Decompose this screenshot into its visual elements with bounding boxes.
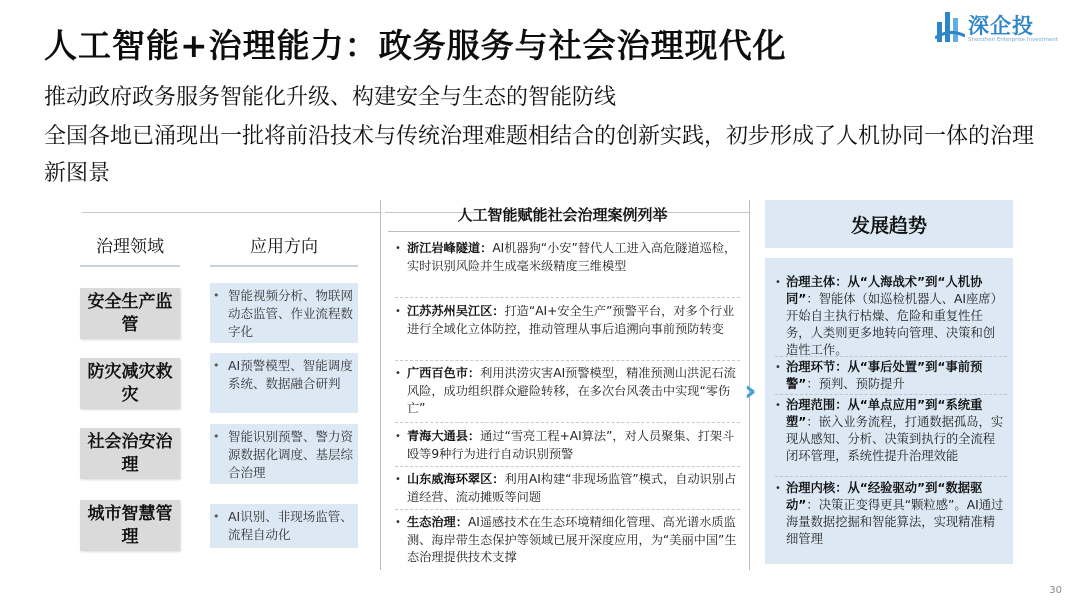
cases-title-rule (388, 231, 740, 232)
case-item (395, 303, 740, 338)
trend-text: ：嵌入业务流程，打通数据孤岛，实现从感知、分析、决策到执行的全流程闭环管理，系统性提升治理效能 (786, 415, 1004, 463)
domain-disaster: 防灾减灾救灾 (80, 358, 180, 409)
trend-item (775, 359, 1007, 393)
domain-safety: 安全生产监管 (80, 288, 180, 339)
trend-item (775, 480, 1007, 548)
case-divider (395, 360, 740, 361)
case-label: 生态治理： (407, 515, 468, 529)
application-box (210, 353, 358, 413)
case-label: 浙江岩峰隧道： (407, 241, 493, 255)
trend-divider (775, 356, 1007, 357)
trend-label: 治理主体：从“人海战术”到“人机协同” (786, 275, 983, 306)
bullet-icon: • (213, 289, 220, 302)
case-label: 山东威海环翠区： (407, 472, 505, 486)
bullet-icon: • (395, 306, 401, 317)
logo-mark-icon (935, 8, 965, 48)
company-logo (935, 6, 1059, 50)
case-divider (395, 422, 740, 423)
case-text: 利用AI构建“非现场监管”模式，自动识别占道经营、流动摊贩等问题 (407, 472, 737, 504)
trend-divider (775, 394, 1007, 395)
application-text: 智能识别预警、警力资源数据化调度、基层综合治理 (228, 429, 354, 480)
case-label: 江苏苏州吴江区： (407, 304, 505, 318)
page-title: 人工智能+治理能力：政务服务与社会治理现代化 (44, 26, 787, 65)
trend-item (775, 274, 1007, 359)
case-divider (395, 509, 740, 510)
bullet-icon: • (775, 400, 781, 411)
application-box (210, 283, 358, 343)
bullet-icon: • (395, 368, 401, 379)
bullet-icon: • (213, 510, 220, 523)
bullet-icon: • (775, 483, 781, 494)
col-header-domain: 治理领域 (96, 237, 164, 257)
bullet-icon: • (213, 359, 220, 372)
case-text: 通过“雪亮工程+AI算法”，对人员聚集、打架斗殴等9种行为进行自动识别预警 (407, 429, 735, 461)
case-text: 打造“AI+安全生产”预警平台，对多个行业进行全域化立体防控，推动管理从事后追溯向事前预防转变 (407, 304, 735, 336)
trend-text: ：决策正变得更具“颗粒感”。AI通过海量数据挖掘和智能算法，实现精准精细管理 (786, 498, 1004, 546)
left-top-rule (82, 212, 382, 213)
col-header-underline (80, 265, 180, 267)
application-box (210, 504, 358, 548)
bullet-icon: • (395, 517, 401, 528)
bullet-icon: • (775, 277, 781, 288)
trend-divider (775, 476, 1007, 477)
page-number: 30 (1049, 585, 1062, 596)
trends-title: 发展趋势 (765, 200, 1013, 248)
subtitle-1: 推动政府政务服务智能化升级、构建安全与生态的智能防线 (44, 85, 617, 110)
trend-text: ：智能体（如巡检机器人、AI座席）开始自主执行枯燥、危险和重复性任务，人类则更多地转向管理、决策和创造性工作。 (786, 292, 1003, 357)
trend-label: 治理范围：从“单点应用”到“系统重塑” (786, 398, 983, 429)
logo-name: 深企投 (968, 14, 1034, 38)
logo-tagline: Shenzhen Enterprise Investment (968, 37, 1059, 43)
mid-left-border (380, 200, 381, 570)
trend-text: ：预判、预防提升 (806, 377, 905, 391)
application-text: AI识别、非现场监管、流程自动化 (228, 509, 353, 542)
trend-label: 治理环节：从“事后处置”到“事前预警” (786, 360, 983, 391)
col-header-underline (210, 265, 358, 267)
application-text: 智能视频分析、物联网动态监管、作业流程数字化 (228, 288, 354, 339)
trend-label: 治理内核：从“经验驱动”到“数据驱动” (786, 481, 983, 512)
case-item (395, 365, 740, 418)
col-header-application: 应用方向 (250, 237, 318, 257)
trend-item (775, 397, 1007, 465)
subtitle-2: 全国各地已涌现出一批将前沿技术与传统治理难题相结合的创新实践，初步形成了人机协同一体的治理新图景 (44, 124, 1035, 186)
case-item (395, 428, 740, 463)
application-text: AI预警模型、智能调度系统、数据融合研判 (228, 358, 353, 391)
bullet-icon: • (395, 431, 401, 442)
cases-title: 人工智能赋能社会治理案例列举 (457, 206, 668, 224)
domain-smart-city: 城市智慧管理 (80, 500, 180, 551)
case-label: 青海大通县： (407, 429, 481, 443)
bullet-icon: • (213, 430, 220, 443)
case-text: 利用洪涝灾害AI预警模型，精准预测山洪泥石流风险，成功组织群众避险转移，在多次台风袭击中实现“零伤亡” (407, 366, 736, 415)
case-item (395, 471, 740, 506)
case-item (395, 240, 740, 275)
bullet-icon: • (775, 362, 781, 373)
domain-public-security: 社会治安治理 (80, 428, 180, 479)
case-text: AI机器狗“小安”替代人工进入高危隧道巡检，实时识别风险并生成毫米级精度三维模型 (407, 241, 737, 273)
case-text: AI遥感技术在生态环境精细化管理、高光谱水质监测、海岸带生态保护等领域已展开深度应用，为“美丽中国”生态治理提供技术支撑 (407, 515, 737, 564)
case-item (395, 514, 740, 567)
bullet-icon: • (395, 243, 401, 254)
application-box (210, 424, 358, 484)
case-divider (395, 466, 740, 467)
bullet-icon: • (395, 474, 401, 485)
mid-right-border (749, 200, 750, 570)
case-divider (395, 297, 740, 298)
case-label: 广西百色市： (407, 366, 481, 380)
